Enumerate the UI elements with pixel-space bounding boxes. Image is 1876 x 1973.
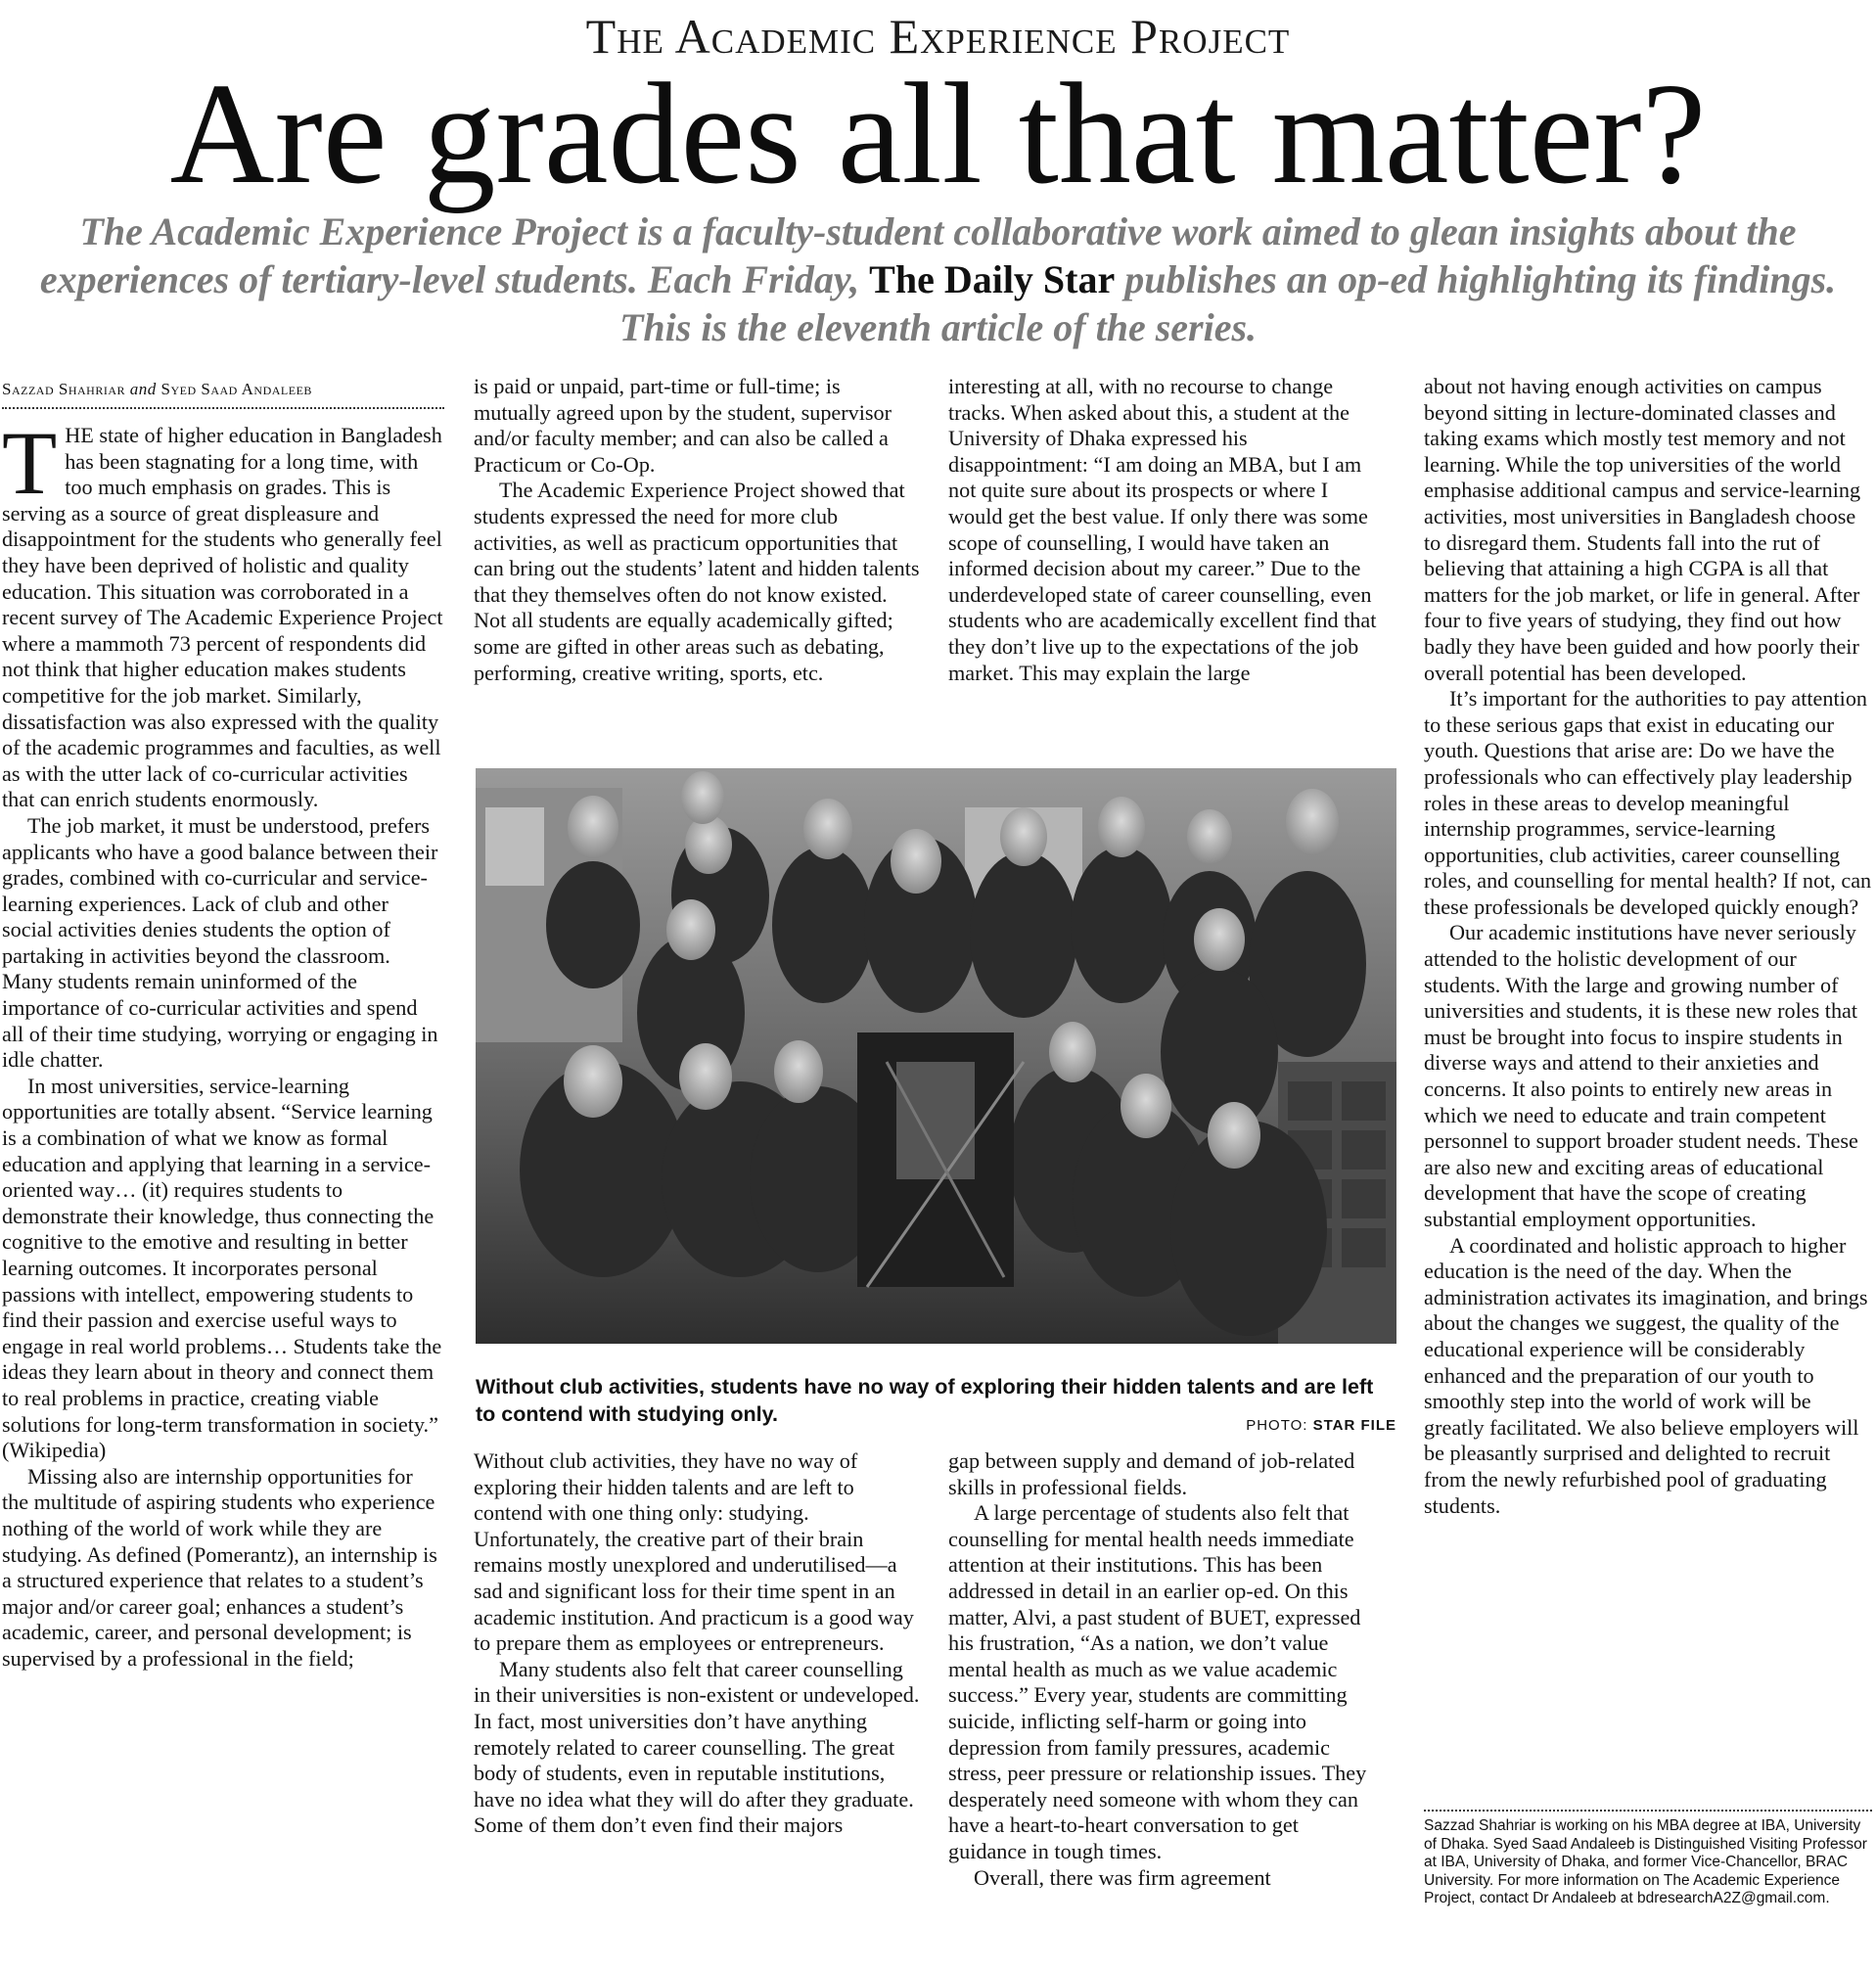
article-column-1: [2, 413, 444, 1673]
author-1: Sazzad Shahriar: [2, 380, 125, 398]
article-column-3-top: [948, 374, 1379, 686]
photo-credit: [1225, 1417, 1396, 1434]
paragraph: interesting at all, with no recourse to change tracks. When asked about this, a student at the University of Dhaka expressed his disappointment: “I am doing an MBA, but I am not quite sure about its prospects or where I would get the best value. If only there was some scope of counselling, I would have taken an informed decision about my career.” Due to the underdeveloped state of career counselling, even students who are academically excellent find that they don’t live up to the expectations of the job market. This may explain the large: [948, 374, 1377, 685]
paragraph: is paid or unpaid, part-time or full-time; is mutually agreed upon by the student, supervisor and/or faculty member; and can also be called a Practicum or Co-Op.: [474, 374, 892, 477]
article-column-4: [1424, 374, 1872, 1519]
paragraph: gap between supply and demand of job-related skills in professional fields.: [948, 1448, 1355, 1499]
deck-text-2: publishes an op-ed highlighting its findings. This is the eleventh article of the series.: [618, 257, 1837, 349]
paragraph: Missing also are internship opportunities for the multitude of aspiring students who experience nothing of the world of work while they are studying. As defined (Pomerantz), an internship is a structured experience that relates to a student’s major and/or career goal; enhances a student’s academic, career, and personal development; is supervised by a professional in the field;: [2, 1463, 437, 1671]
deck-intro: [10, 207, 1866, 351]
photo-illustration: [476, 768, 1396, 1344]
drop-cap: T: [2, 413, 58, 513]
paragraph: Without club activities, they have no way of exploring their hidden talents and are left to contend with one thing only: studying. Unfortunately, the creative part of their brain remains mostly unexplored and underutilised—a sad and significant loss for their time spent in an academic institution. And practicum is a good way to prepare them as employees or entrepreneurs.: [474, 1448, 914, 1656]
publication-name: The Daily Star: [869, 257, 1116, 301]
article-column-2-top: [474, 374, 922, 686]
paragraph: A coordinated and holistic approach to higher education is the need of the day. When the administration activates its imagination, and brings about the changes we suggest, the quality of the educational experience will be considerably enhanced and the preparation of our youth to smoothly step into the world of work will be greatly facilitated. We also believe employers will be pleasantly surprised and delighted to recruit from the newly refurbished pool of graduating students.: [1424, 1232, 1868, 1518]
paragraph: In most universities, service-learning opportunities are totally absent. “Service learning is a combination of what we know as formal education and applying that learning in a service-oriented way… (it) requires students to demonstrate their knowledge, thus connecting the cognitive to the emotive and resulting in better learning outcomes. It incorporates personal passions with intellect, empowering students to find their passion and exercise useful ways to engage in real world problems… Students take the ideas they learn about in theory and connect them to real problems in practice, creating viable solutions for long-term transformation in society.” (Wikipedia): [2, 1073, 442, 1463]
series-kicker: The Academic Experience Project: [585, 9, 1291, 64]
byline-and: and: [129, 380, 157, 398]
headline: Are grades all that matter?: [169, 54, 1707, 214]
paragraph: Overall, there was firm agreement: [974, 1864, 1271, 1890]
photo-credit-source: STAR FILE: [1312, 1417, 1396, 1434]
deck-text-1: The Academic Experience Project is a faculty-student collaborative work aimed to glean insights about the experiences of tertiary-level students. Each Friday,: [39, 209, 1797, 301]
byline: [2, 380, 444, 409]
author-bio: Sazzad Shahriar is working on his MBA degree at IBA, University of Dhaka. Syed Saad Andaleeb is Distinguished Visiting Professor at IBA, University of Dhaka, and former Vice-Chancellor, BRAC University. For more information on The Academic Experience Project, contact Dr Andaleeb at bdresearchA2Z@gmail.com.: [1424, 1810, 1872, 1908]
article-column-2-bottom: [474, 1448, 922, 1839]
article-column-3-bottom: [948, 1448, 1379, 1891]
paragraph: A large percentage of students also felt that counselling for mental health needs immediate attention at their institutions. This has been addressed in detail in an earlier op-ed. On this matter, Alvi, a past student of BUET, expressed his frustration, “As a nation, we don’t value mental health as much as we value academic success.” Every year, students are committing suicide, inflicting self-harm or going into depression from family pressures, academic stress, peer pressure or relationship issues. They desperately need someone with whom they can have a heart-to-heart conversation to get guidance in tough times.: [948, 1500, 1367, 1863]
paragraph: about not having enough activities on campus beyond sitting in lecture-dominated classes and taking exams which mostly test memory and not learning. While the top universities of the world emphasise additional campus and service-learning activities, most universities in Bangladesh choose to disregard them. Students fall into the rut of believing that attaining a high CGPA is all that matters for the job market, or life in general. After four to five years of studying, they find out how badly they have been guided and how poorly their overall potential has been developed.: [1424, 374, 1861, 685]
paragraph: The Academic Experience Project showed that students expressed the need for more club activities, as well as practicum opportunities that can bring out the students’ latent and hidden talents that they themselves often do not know existed. Not all students are equally academically gifted; some are gifted in other areas such as debating, performing, creative writing, sports, etc.: [474, 478, 920, 685]
photo-credit-prefix: PHOTO:: [1246, 1417, 1308, 1434]
paragraph: Our academic institutions have never seriously attended to the holistic development of our students. With the large and growing number of universities and students, it is these new roles that must be brought into focus to inspire students in diverse ways and attend to their anxieties and concerns. It also points to entirely new areas in which we need to educate and train competent personnel to support broader student needs. These are also new and exciting areas of educational development that have the scope of creating substantial employment opportunities.: [1424, 920, 1858, 1231]
paragraph: THE state of higher education in Bangladesh has been stagnating for a long time, with too much emphasis on grades. This is serving as a source of great displeasure and disappointment for the students who generally feel they have been deprived of holistic and quality education. This situation was corroborated in a recent survey of The Academic Experience Project where a mammoth 73 percent of respondents did not think that higher education makes students competitive for the job market. Similarly, dissatisfaction was also expressed with the quality of the academic programmes and faculties, as well as with the utter lack of co-curricular activities that can enrich students enormously.: [2, 413, 443, 812]
paragraph: It’s important for the authorities to pay attention to these serious gaps that exist in educating our youth. Questions that arise are: Do we have the professionals who can effectively play leadership roles in these areas to develop meaningful internship programmes, service-learning opportunities, club activities, career counselling roles, and counselling for mental health? If not, can these professionals be developed quickly enough?: [1424, 686, 1872, 919]
paragraph: Many students also felt that career counselling in their universities is non-existent or undeveloped. In fact, most universities don’t have anything remotely related to career counselling. The great body of students, even in reputable institutions, have no idea what they will do after they graduate. Some of them don’t even find their majors: [474, 1656, 920, 1838]
photo-caption: Without club activities, students have no way of exploring their hidden talents and are left to contend with studying only.: [476, 1375, 1374, 1426]
paragraph: The job market, it must be understood, prefers applicants who have a good balance between their grades, combined with co-curricular and service-learning experiences. Lack of club and other social activities denies students the option of partaking in activities beyond the classroom. Many students remain uninformed of the importance of co-curricular activities and spend all of their time studying, worrying or engaging in idle chatter.: [2, 812, 438, 1073]
author-2: Syed Saad Andaleeb: [160, 380, 312, 398]
group-photo: [476, 768, 1396, 1344]
